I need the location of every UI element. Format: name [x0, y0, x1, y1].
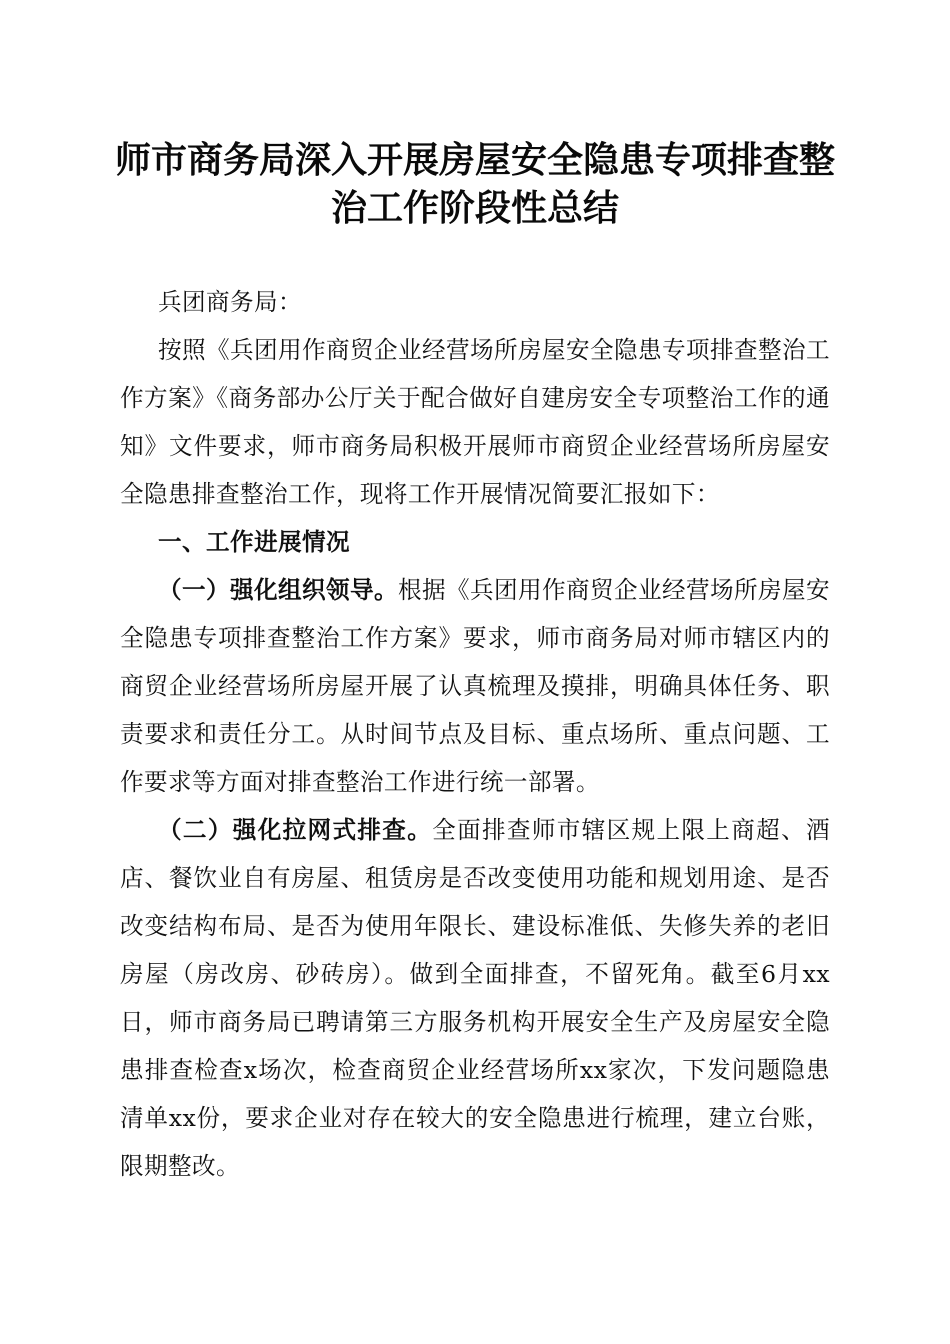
intro-paragraph: 按照《兵团用作商贸企业经营场所房屋安全隐患专项排查整治工作方案》《商务部办公厅关于配合做好自建房安全专项整治工作的通知》文件要求，师市商务局积极开展师市商贸企业经营场所房屋安全隐患排查整治工作，现将工作开展情况简要汇报如下：: [120, 336, 830, 508]
salutation: 兵团商务局：: [158, 288, 302, 316]
document-title-line-1: 师市商务局深入开展房屋安全隐患专项排查整: [114, 140, 835, 181]
item-2-paragraph: [120, 806, 830, 1190]
item-2-heading: （二）强化拉网式排查。: [158, 816, 433, 844]
item-2-text: 全面排查师市辖区规上限上商超、酒店、餐饮业自有房屋、租赁房是否改变使用功能和规划用途、是否改变结构布局、是否为使用年限长、建设标准低、失修失养的老旧房屋（房改房、砂砖房）。做到全面排查，不留死角。截至6月xx日，师市商务局已聘请第三方服务机构开展安全生产及房屋安全隐患排查检查x场次，检查商贸企业经营场所xx家次，下发问题隐患清单xx份，要求企业对存在较大的安全隐患进行梳理，建立台账，限期整改。: [120, 816, 830, 1180]
item-1-text: 根据《兵团用作商贸企业经营场所房屋安全隐患专项排查整治工作方案》要求，师市商务局对师市辖区内的商贸企业经营场所房屋开展了认真梳理及摸排，明确具体任务、职责要求和责任分工。从时间节点及目标、重点场所、重点问题、工作要求等方面对排查整治工作进行统一部署。: [120, 576, 831, 796]
section-heading: 一、工作进展情况: [158, 528, 350, 556]
document-title-line-2: 治工作阶段性总结: [330, 188, 619, 229]
item-1-paragraph: [120, 566, 830, 806]
item-1-heading: （一）强化组织领导。: [158, 576, 399, 604]
document-body: [120, 326, 830, 1190]
